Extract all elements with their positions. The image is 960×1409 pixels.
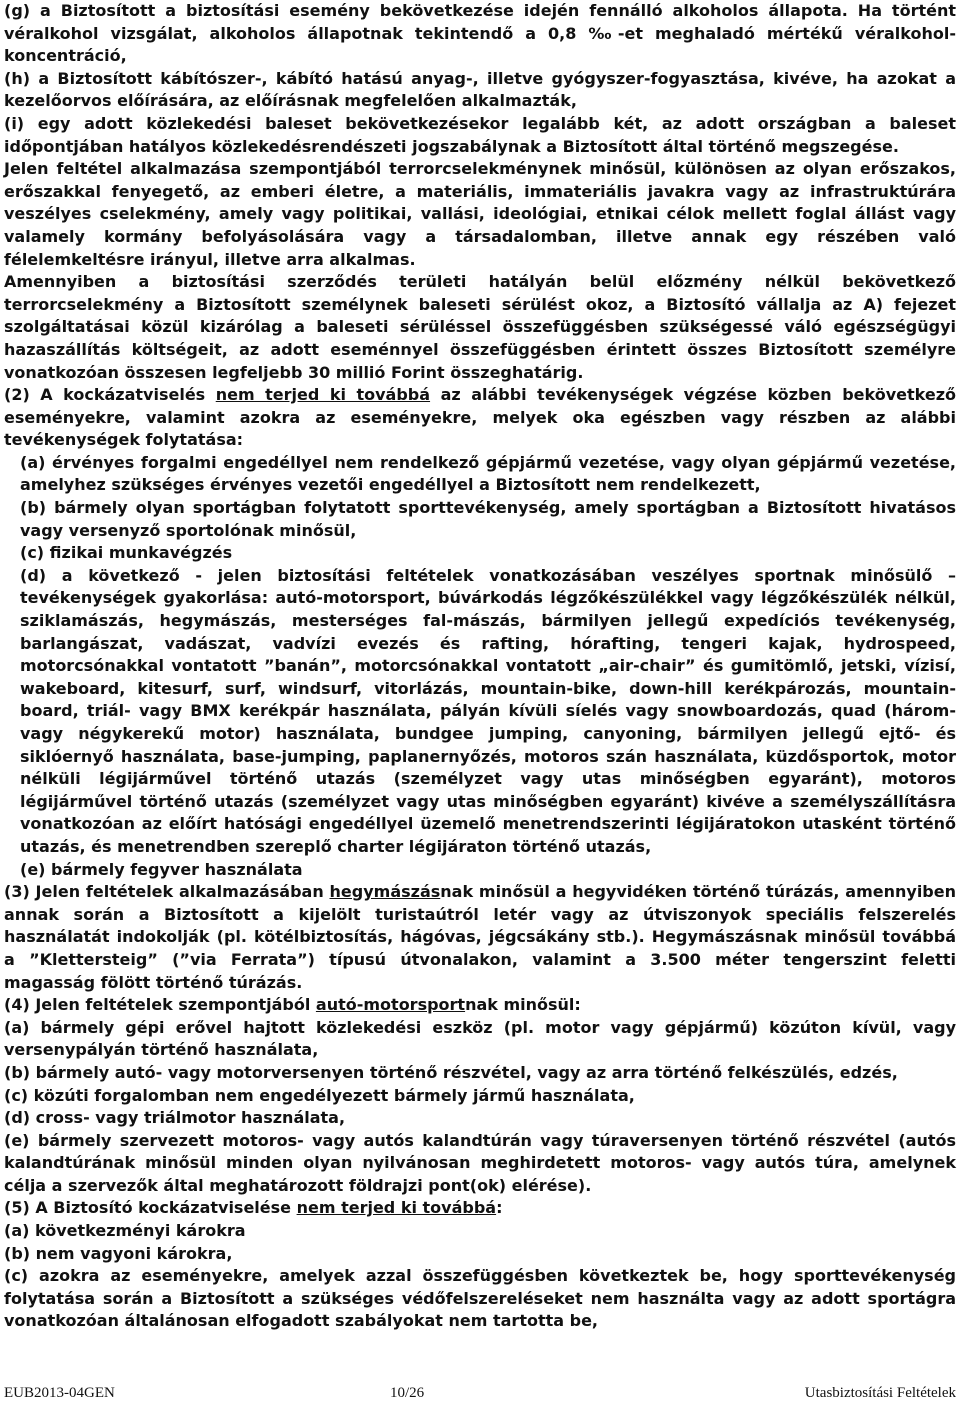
document-body (4, 0, 956, 1333)
underlined-term: hegymászás (329, 882, 441, 902)
paragraph-text: nak minősül a hegyvidéken történő túrázás, amennyiben annak során a Biztosított a kijelölt turistaútról letér vagy az útviszonyok speciális felszerelés használatát indokolják (pl. kötélbiztosítás, hágóvas, jégcsákány stb.). Hegymászásnak minősül továbbá a ”Klettersteig” (”via Ferrata”) típusú útvonalakon, valamint a 3.500 méter tengerszint feletti magasság fölött történő túrázás. (4, 882, 956, 992)
paragraph: (a) érvényes forgalmi engedéllyel nem rendelkező gépjármű vezetése, vagy olyan gépjármű vezetése, amelyhez szükséges érvényes vezetői engedéllyel a Biztosított nem rendelkezett, (20, 452, 956, 495)
paragraph: (e) bármely fegyver használata (20, 859, 303, 879)
paragraph: (d) cross- vagy triálmotor használata, (4, 1108, 346, 1128)
paragraph: (c) fizikai munkavégzés (20, 543, 233, 563)
paragraph-text: (4) Jelen feltételek szempontjából (4, 995, 316, 1015)
page-footer (4, 1385, 956, 1405)
paragraph: (b) nem vagyoni károkra, (4, 1243, 233, 1263)
footer-doc-code: EUB2013-04GEN (4, 1385, 115, 1401)
paragraph: (e) bármely szervezett motoros- vagy autós kalandtúrán vagy túraversenyen történő részvétel (autós kalandtúrának minősül minden olyan nyilvánosan meghirdetett motoros- vagy autós túra, amelynek célja a szervezők által meghatározott földrajzi pont(ok) elérése). (4, 1130, 956, 1195)
underlined-term: nem terjed ki továbbá (215, 385, 431, 405)
paragraph-text: : (496, 1198, 503, 1218)
paragraph: (h) a Biztosított kábítószer-, kábító hatású anyag-, illetve gyógyszer-fogyasztása, kivéve, ha azokat a kezelőorvos előírására, az előírásnak megfelelően alkalmazták, (4, 68, 956, 111)
underlined-term: nem terjed ki továbbá (296, 1198, 497, 1218)
footer-title: Utasbiztosítási Feltételek (804, 1385, 956, 1401)
paragraph: (c) közúti forgalomban nem engedélyezett bármely jármű használata, (4, 1085, 635, 1105)
paragraph: (b) bármely autó- vagy motorversenyen történő részvétel, vagy az arra történő felkészülés, edzés, (4, 1062, 898, 1082)
paragraph: (g) a Biztosított a biztosítási esemény bekövetkezése idején fennálló alkoholos állapota. Ha történt véralkohol vizsgálat, alkoholos állapotnak tekintendő a 0,8 ‰-et meghaladó mértékű véralkohol-koncentráció, (4, 1, 956, 66)
paragraph (4, 384, 956, 452)
paragraph: (a) bármely gépi erővel hajtott közlekedési eszköz (pl. motor vagy gépjármű) közúton kívül, vagy versenypályán történő használata, (4, 1017, 956, 1060)
paragraph: (d) a következő - jelen biztosítási feltételek vonatkozásában veszélyes sportnak minősülő – tevékenységek gyakorlása: autó-motorsport, búvárkodás légzőkészülékkel vagy légzőkészülék nélkül, sziklamászás, hegymászás, mesterséges fal-mászás, bármilyen jellegű expedíciós tevékenység, barlangászat, vadászat, vadvízi evezés és rafting, hórafting, tengeri kajak, hydrospeed, motorcsónakkal vontatott ”banán”, motorcsónakkal vontatott „air-chair” és gumitömlő, jetski, vízisí, wakeboard, kitesurf, surf, windsurf, vitorlázás, mountain-bike, down-hill kerékpározás, mountain-board, triál- vagy BMX kerékpár használata, pályán kívüli síelés vagy snowboardozás, quad (három- vagy négykerekű motor) használata, bundgee jumping, canyoning, bármilyen jellegű ejtő- és siklóernyő használata, base-jumping, paplanernyőzés, motoros szán használata, küzdősportok, motor nélküli légijárművel történő utazás (személyzet vagy utas minőségben egyaránt), motoros légijárművel történő utazás (személyzet vagy utas minőségben egyaránt) kivéve a személyszállításra vonatkozóan az előírt hatósági engedéllyel üzemelő menetrendszerinti légijáratokon utasként történő utazás, és menetrendben szereplő charter légijáraton történő utazás, (20, 565, 956, 856)
paragraph: (a) következményi károkra (4, 1221, 246, 1241)
paragraph-text: nak minősül: (465, 995, 581, 1015)
paragraph (4, 1197, 956, 1220)
paragraph: (i) egy adott közlekedési baleset bekövetkezésekor legalább két, az adott országban a baleset időpontjában hatályos közlekedésrendészeti jogszabálynak a Biztosított által történő megszegése. (4, 113, 956, 156)
paragraph (4, 994, 956, 1017)
paragraph: Jelen feltétel alkalmazása szempontjából terrorcselekménynek minősül, különösen az olyan erőszakos, erőszakkal fenyegető, az emberi életre, a materiális, immateriális javakra vagy az infrastruktúrára veszélyes cselekmény, amely vagy politikai, vallási, ideológiai, etnikai célok mellett foglal állást vagy valamely kormány befolyásolására vagy a társadalomban, illetve annak egy részében való félelemkeltésre irányul, illetve arra alkalmas. (4, 159, 956, 269)
paragraph-text: (5) A Biztosító kockázatviselése (4, 1198, 297, 1218)
footer-page-number: 10/26 (390, 1385, 425, 1401)
paragraph-text: (2) A kockázatviselés (4, 385, 216, 405)
paragraph: (b) bármely olyan sportágban folytatott sporttevékenység, amely sportágban a Biztosított hivatásos vagy versenyző sportolónak minősül, (20, 498, 956, 540)
paragraph-text: az alábbi tevékenységek végzése közben bekövetkező eseményekre, valamint azokra az eseményekre, melyek oka egészben vagy részben az alábbi tevékenységek folytatása: (4, 385, 957, 450)
paragraph-text: (3) Jelen feltételek alkalmazásában (4, 882, 330, 902)
paragraph: Amennyiben a biztosítási szerződés területi hatályán belül előzmény nélkül bekövetkező terrorcselekmény a Biztosított személynek baleseti sérülést okoz, a Biztosító vállalja az A) fejezet szolgáltatásai közül kizárólag a baleseti sérüléssel összefüggésben szükségessé váló egészségügyi hazaszállítás költségeit, az adott eseménnyel összefüggésben érintett összes Biztosított személyre vonatkozóan összesen legfeljebb 30 millió Forint összeghatárig. (4, 272, 956, 382)
underlined-term: autó-motorsport (315, 995, 466, 1015)
paragraph (4, 881, 956, 994)
paragraph: (c) azokra az eseményekre, amelyek azzal összefüggésben következtek be, hogy sporttevékenység folytatása során a Biztosított a szükséges védőfelszereléseket nem használta vagy az adott sportágra vonatkozóan általánosan elfogadott szabályokat nem tartotta be, (4, 1266, 956, 1331)
